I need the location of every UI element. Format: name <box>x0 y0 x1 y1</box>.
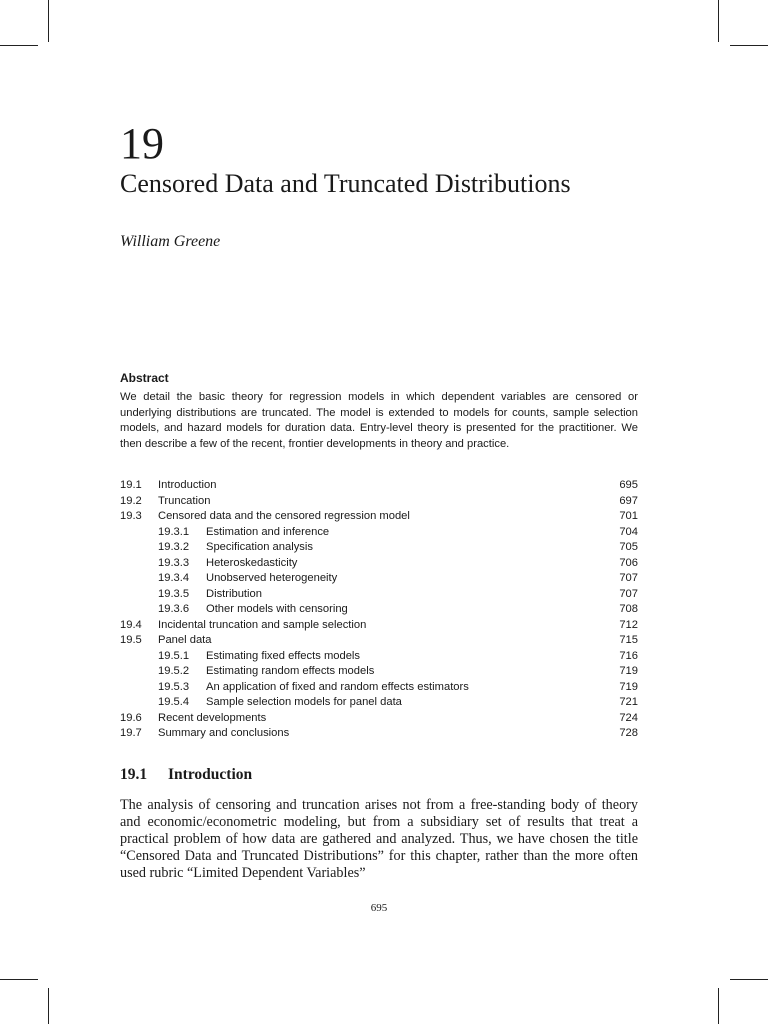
toc-entry-number: 19.4 <box>120 618 142 631</box>
toc-entry-number: 19.1 <box>120 479 142 491</box>
toc-entry-number: 19.3.3 <box>158 556 190 569</box>
toc-entry-label: Unobserved heterogeneity <box>206 572 338 584</box>
crop-mark-bottom-right-v <box>718 988 719 1024</box>
toc-entry-page: 705 <box>619 541 638 553</box>
toc-entry-page: 719 <box>619 680 638 693</box>
toc-entry-number: 19.3.5 <box>158 587 190 600</box>
toc-entry-page: 716 <box>619 649 638 662</box>
toc-entry-label: Estimating random effects models <box>206 665 375 677</box>
toc-entry-number: 19.5 <box>120 634 142 646</box>
toc-entry-label: Other models with censoring <box>206 603 348 615</box>
chapter-number: 19 <box>120 119 164 168</box>
toc-entry-number: 19.5.4 <box>158 696 190 708</box>
toc-entry-page: 701 <box>619 510 638 522</box>
toc-entry-page: 706 <box>619 556 638 569</box>
toc-entry <box>120 525 638 541</box>
toc-entry <box>120 478 638 494</box>
toc-entry-label: Specification analysis <box>206 541 313 553</box>
toc-entry-label: Introduction <box>158 479 217 491</box>
abstract-text: We detail the basic theory for regression models in which dependent variables are censored or underlying distributions are truncated. The model is extended to models for counts, sample selection models, and hazard models for duration data. Entry-level theory is presented for the practitioner. We then describe a few of the recent, frontier developments in theory and practice. <box>120 391 638 450</box>
toc-entry-number: 19.7 <box>120 727 142 739</box>
toc-entry <box>120 664 638 680</box>
toc-entry-page: 708 <box>619 603 638 615</box>
toc-entry <box>120 602 638 618</box>
section-body-text: The analysis of censoring and truncation arises not from a free-standing body of theory and economic/econometric modeling, but from a subsidiary set of results that treat a practical problem of how data are gathered and analyzed. Thus, we have chosen the title “Censored Data and Truncated Distributions” for this chapter, rather than the more often used rubric “Limited Dependent Variables” <box>120 797 638 881</box>
toc-entry-number: 19.2 <box>120 494 142 507</box>
crop-mark-bottom-right-h <box>730 979 768 980</box>
toc-entry-page: 697 <box>619 494 638 507</box>
section-heading <box>120 766 252 784</box>
table-of-contents <box>120 478 638 742</box>
crop-mark-top-left-h <box>0 45 38 46</box>
page-number: 695 <box>370 902 388 914</box>
toc-entry-label: An application of fixed and random effects estimators <box>206 680 469 693</box>
section-number: 19.1 <box>120 766 148 783</box>
toc-entry-label: Sample selection models for panel data <box>206 696 402 708</box>
toc-entry <box>120 509 638 525</box>
toc-entry <box>120 695 638 711</box>
crop-mark-top-left-v <box>48 0 49 42</box>
section-title: Introduction <box>168 766 253 783</box>
toc-entry <box>120 587 638 603</box>
toc-entry <box>120 571 638 587</box>
toc-entry-number: 19.6 <box>120 711 142 724</box>
toc-entry-page: 695 <box>619 479 638 491</box>
toc-entry-number: 19.3.6 <box>158 603 190 615</box>
toc-entry-page: 721 <box>619 696 638 708</box>
toc-entry-label: Estimation and inference <box>206 525 330 538</box>
toc-entry <box>120 649 638 665</box>
crop-mark-top-right-v <box>718 0 719 42</box>
toc-entry-page: 715 <box>619 634 638 646</box>
crop-mark-top-right-h <box>730 45 768 46</box>
toc-entry-page: 719 <box>619 665 638 677</box>
toc-entry-page: 712 <box>619 618 638 631</box>
toc-entry-label: Summary and conclusions <box>158 727 290 739</box>
toc-entry-number: 19.3.1 <box>158 525 190 538</box>
author-name: William Greene <box>120 233 221 250</box>
toc-entry-label: Heteroskedasticity <box>206 556 298 569</box>
toc-entry-number: 19.5.3 <box>158 680 190 693</box>
toc-entry <box>120 494 638 510</box>
chapter-title: Censored Data and Truncated Distributions <box>120 169 571 198</box>
toc-entry-page: 707 <box>619 572 638 584</box>
toc-entry-number: 19.3 <box>120 510 142 522</box>
crop-mark-bottom-left-v <box>48 988 49 1024</box>
toc-entry-label: Panel data <box>158 634 212 646</box>
toc-entry-label: Recent developments <box>158 711 267 724</box>
toc-entry <box>120 633 638 649</box>
abstract-heading: Abstract <box>120 371 169 385</box>
toc-entry-label: Incidental truncation and sample selection <box>158 618 367 631</box>
toc-entry-label: Censored data and the censored regression model <box>158 510 410 522</box>
toc-entry-label: Estimating fixed effects models <box>206 649 361 662</box>
toc-entry <box>120 540 638 556</box>
crop-mark-bottom-left-h <box>0 979 38 980</box>
toc-entry-label: Truncation <box>158 494 211 507</box>
toc-entry <box>120 711 638 727</box>
toc-entry <box>120 726 638 742</box>
toc-entry-page: 704 <box>619 525 638 538</box>
toc-entry-page: 724 <box>619 711 638 724</box>
toc-entry <box>120 618 638 634</box>
toc-entry <box>120 556 638 572</box>
toc-entry-page: 728 <box>619 727 638 739</box>
toc-entry <box>120 680 638 696</box>
toc-entry-number: 19.5.1 <box>158 649 190 662</box>
toc-entry-page: 707 <box>619 587 638 600</box>
toc-entry-number: 19.5.2 <box>158 665 190 677</box>
toc-entry-label: Distribution <box>206 587 262 600</box>
toc-entry-number: 19.3.4 <box>158 572 190 584</box>
toc-entry-number: 19.3.2 <box>158 541 190 553</box>
